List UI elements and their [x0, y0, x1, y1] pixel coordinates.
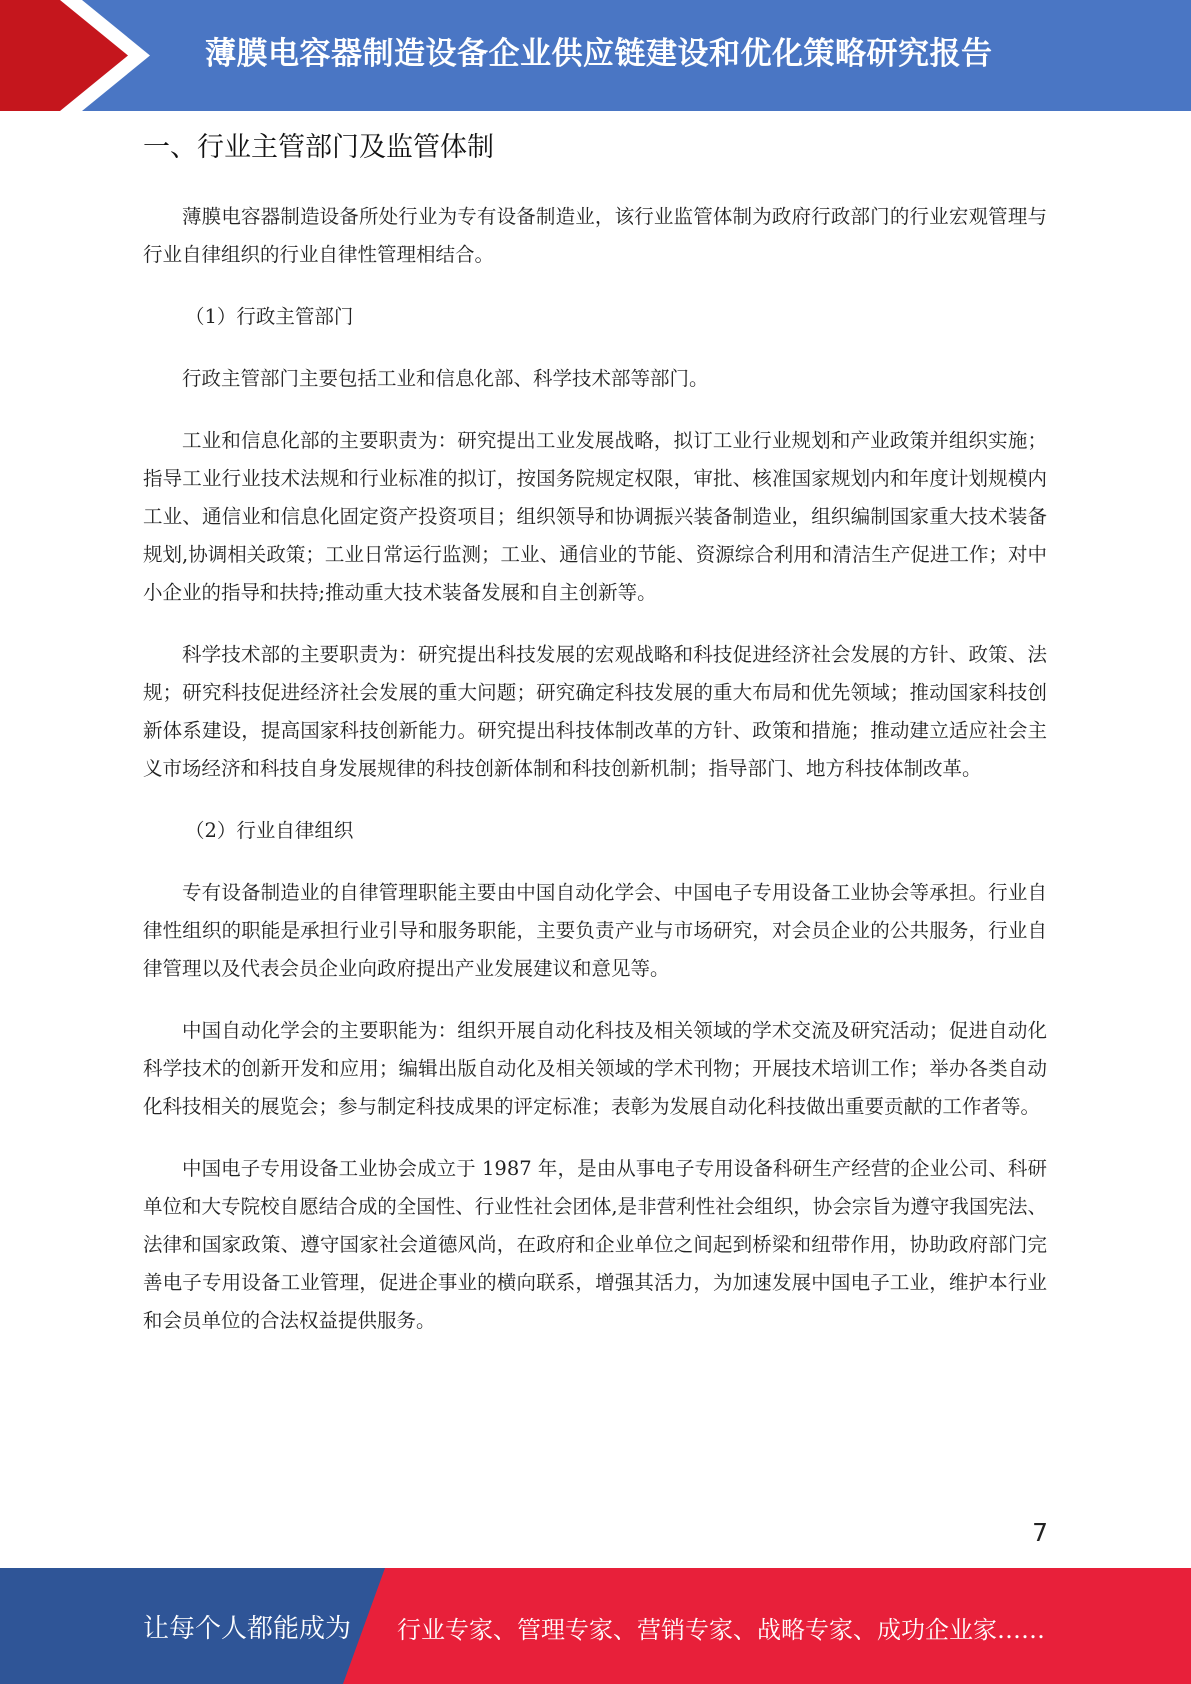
page-number: 7: [1032, 1518, 1048, 1547]
paragraph-caa-functions: 中国自动化学会的主要职能为：组织开展自动化科技及相关领域的学术交流及研究活动；促进自动化科学技术的创新开发和应用；编辑出版自动化及相关领域的学术刊物；开展技术培训工作；举办各类自动化科技相关的展览会；参与制定科技成果的评定标准；表彰为发展自动化科技做出重要贡献的工作者等。: [143, 1019, 1047, 1118]
paragraph-self-regulatory: 专有设备制造业的自律管理职能主要由中国自动化学会、中国电子专用设备工业协会等承担。行业自律性组织的职能是承担行业引导和服务职能，主要负责产业与市场研究，对会员企业的公共服务，行业自律管理以及代表会员企业向政府提出产业发展建议和意见等。: [143, 881, 1047, 980]
page-content: [143, 128, 1047, 1364]
footer-slogan-left: 让每个人都能成为: [143, 1614, 352, 1644]
header-title: 薄膜电容器制造设备企业供应链建设和优化策略研究报告: [205, 36, 993, 72]
section-heading: 一、行业主管部门及监管体制: [143, 132, 494, 163]
subheading-self-regulatory: （2）行业自律组织: [185, 819, 354, 842]
paragraph-cepea: 中国电子专用设备工业协会成立于 1987 年，是由从事电子专用设备科研生产经营的企业公司、科研单位和大专院校自愿结合成的全国性、行业性社会团体,是非营利性社会组织，协会宗旨为遵守我国宪法、法律和国家政策、遵守国家社会道德风尚，在政府和企业单位之间起到桥梁和纽带作用，协助政府部门完善电子专用设备工业管理，促进企事业的横向联系，增强其活力，为加速发展中国电子工业，维护本行业和会员单位的合法权益提供服务。: [143, 1157, 1047, 1332]
page-footer: [0, 1568, 1191, 1684]
paragraph-most-duties: 科学技术部的主要职责为：研究提出科技发展的宏观战略和科技促进经济社会发展的方针、政策、法规；研究科技促进经济社会发展的重大问题；研究确定科技发展的重大布局和优先领域；推动国家科技创新体系建设，提高国家科技创新能力。研究提出科技体制改革的方针、政策和措施；推动建立适应社会主义市场经济和科技自身发展规律的科技创新体制和科技创新机制；指导部门、地方科技体制改革。: [143, 643, 1047, 780]
footer-slogan-right: 行业专家、管理专家、营销专家、战略专家、成功企业家……: [397, 1616, 1045, 1644]
paragraph-admin-departments: 行政主管部门主要包括工业和信息化部、科学技术部等部门。: [182, 367, 709, 390]
page-header: [0, 0, 1191, 111]
subheading-admin-departments: （1）行政主管部门: [185, 305, 354, 328]
paragraph-miit-duties: 工业和信息化部的主要职责为：研究提出工业发展战略，拟订工业行业规划和产业政策并组织实施；指导工业行业技术法规和行业标准的拟订，按国务院规定权限，审批、核准国家规划内和年度计划规模内工业、通信业和信息化固定资产投资项目；组织领导和协调振兴装备制造业，组织编制国家重大技术装备规划,协调相关政策；工业日常运行监测；工业、通信业的节能、资源综合利用和清洁生产促进工作；对中小企业的指导和扶持;推动重大技术装备发展和自主创新等。: [143, 429, 1047, 604]
paragraph-intro: 薄膜电容器制造设备所处行业为专有设备制造业，该行业监管体制为政府行政部门的行业宏观管理与行业自律组织的行业自律性管理相结合。: [143, 205, 1047, 266]
